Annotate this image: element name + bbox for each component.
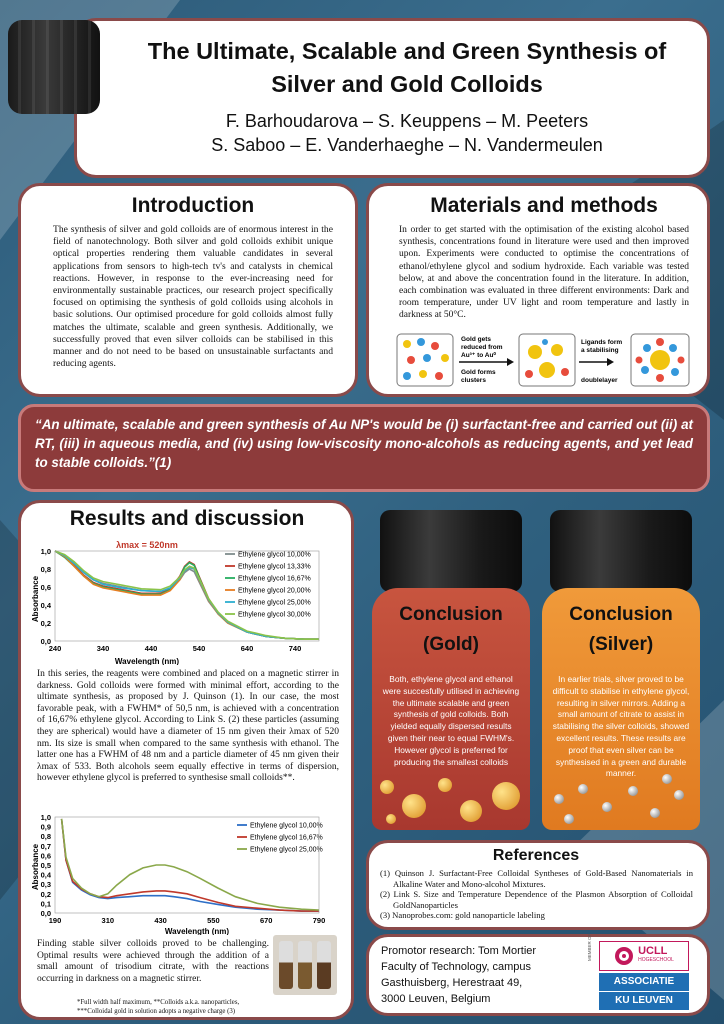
x-tick-label: 310 — [101, 916, 115, 925]
legend-label: Ethylene glycol 25,00% — [250, 846, 323, 854]
references-panel — [366, 840, 710, 930]
y-tick-label: 0,3 — [40, 880, 51, 890]
x-tick-label: 190 — [48, 916, 62, 925]
y-tick-label: 0,9 — [40, 822, 51, 832]
methods-heading: Materials and methods — [430, 194, 658, 217]
x-tick-label: 340 — [96, 644, 110, 653]
y-tick-label: 0,5 — [40, 861, 51, 870]
gold-bottle-cap-icon — [380, 510, 522, 592]
references-heading: References — [492, 847, 580, 864]
results-text-2: Finding stable silver colloids proved to be challenging. Optimal results were achieved through the addition of a small amount of trisodium citrate, with the reactions occurring in darkness on a magnetic stirrer. — [37, 939, 269, 984]
y-tick-label: 0,6 — [40, 583, 51, 592]
chart2-xlabel: Wavelength (nm) — [164, 927, 230, 935]
legend-label: Ethylene glycol 20,00% — [238, 587, 311, 595]
svg-text:clusters: clusters — [461, 377, 486, 384]
title-panel — [74, 18, 710, 178]
x-tick-label: 790 — [312, 916, 326, 925]
x-tick-label: 670 — [259, 916, 273, 925]
chart1-ylabel: Absorbance — [31, 575, 40, 623]
label-clusters: Gold forms — [461, 369, 496, 376]
silver-absorbance-chart — [29, 813, 329, 935]
silver-bottle-cap-icon — [550, 510, 692, 592]
chart1-xlabel: Wavelength (nm) — [114, 657, 180, 665]
reference-item: (2) Link S. Size and Temperature Dependence of the Plasmon Absorption of Colloidal GoldNanoparticles — [380, 889, 693, 910]
synthesis-diagram — [395, 330, 695, 390]
x-tick-label: 640 — [240, 644, 254, 653]
series-line — [62, 819, 319, 911]
results-text-1: In this series, the reagents were combined and placed on a magnetic stirrer in darkness. Gold colloids were formed with minimal effort, according to the ultimate synthesis, as proposed by J. Quinson (1). In our case, the most favorable peak, with a FWHM* of 50,5 nm, is achieved with a concentration of 16,67% ethylene glycol. According to Link S. (2) these particles (assuming they are spherical) would have a diameter of 15 nm given their λmax of 520 nm. Its size is small when compared to the same synthesis with ethanol. The latter one has a FWHM of 48 nm and a particle diameter of 45 nm given their λmax of 533. Both alcohols seem equally effective in terms of dispersion, however ethylene glycol is preferred to synthesise small colloids**. — [37, 669, 339, 784]
results-footnotes: *Full width half maximum, **Colloids a.k.a. nanoparticles, ***Colloidal gold in solution adopts a negative charge (3) — [77, 999, 240, 1015]
y-tick-label: 0,0 — [40, 637, 51, 646]
y-tick-label: 0,1 — [40, 899, 51, 909]
label-ligands: Ligands form — [581, 339, 623, 346]
chart2-ylabel: Absorbance — [31, 843, 40, 891]
svg-text:a stabilising: a stabilising — [581, 347, 619, 354]
introduction-panel — [18, 183, 358, 397]
conclusion-silver-bottle — [542, 510, 700, 840]
y-tick-label: 0,0 — [40, 909, 51, 918]
chart1-annotation: λmax = 520nm — [116, 540, 178, 550]
reference-item: (3) Nanoprobes.com: gold nanoparticle labeling — [380, 910, 545, 921]
conclusion-silver-text: In earlier trials, silver proved to be difficult to stabilise in ethylene glycol, resulting in silver mirrors. Adding a small amount of citrate to assist in stabilising the silver colloids, showed excellent results. These results are proof that even silver can be synthesised in a green and durable manner. — [552, 674, 690, 779]
legend-label: Ethylene glycol 30,00% — [238, 611, 311, 619]
y-tick-label: 0,7 — [40, 841, 51, 851]
conclusion-silver-panel — [542, 588, 700, 830]
quote-banner — [18, 404, 710, 492]
x-tick-label: 240 — [48, 644, 62, 653]
label-reduced: Gold gets — [461, 336, 491, 343]
ucll-ku-leuven-logo: UCLL HOGESCHOOL ASSOCIATIE KU LEUVEN MEMBER OF — [599, 941, 689, 1011]
svg-text:Au³⁺ to Au⁰: Au³⁺ to Au⁰ — [461, 352, 497, 359]
svg-text:doublelayer: doublelayer — [581, 377, 618, 384]
y-tick-label: 0,8 — [40, 565, 51, 574]
series-line — [62, 819, 319, 910]
x-tick-label: 550 — [207, 916, 220, 925]
results-heading: Results and discussion — [69, 507, 305, 530]
legend-label: Ethylene glycol 16,67% — [250, 834, 323, 842]
quote-text: “An ultimate, scalable and green synthesis of Au NP's would be (i) surfactant-free and carried out (ii) at RT, (iii) in aqueous media, and (iv) using low-viscosity mono-alcohols as reducing agents, and yet lead to stable colloids.”(1) — [35, 417, 693, 470]
introduction-heading: Introduction — [131, 194, 255, 217]
y-tick-label: 0,8 — [40, 832, 51, 842]
conclusion-gold-bottle — [372, 510, 530, 840]
conclusion-gold-panel — [372, 588, 530, 830]
x-tick-label: 440 — [144, 644, 158, 653]
y-tick-label: 1,0 — [40, 813, 51, 822]
poster-title: The Ultimate, Scalable and Green Synthesis of Silver and Gold Colloids — [147, 38, 667, 97]
introduction-text: The synthesis of silver and gold colloids are of enormous interest in the field of nanotechnology. Both silver and gold colloids exhibit unique optical properties rendering them valuable candidates in several applications from sensors to high-tech tv's and catalysts in chemical reactions. However, in response to the ever-increasing need for environmentally sustainable practices, our research project specifically focused on optimising the synthesis of gold colloids using alcohols in basic solutions. Our optimised procedure for gold colloids almost fully matches the ultimate, scalable and green synthesis. Additionally, we successfully proved that even silver colloids can be stabilised in this manner and do not need to be based on unsustainable surfactants and reducing agents. — [53, 224, 333, 370]
conclusion-gold-heading: Conclusion (Gold) — [399, 604, 503, 655]
y-tick-label: 0,2 — [40, 889, 51, 899]
authors: F. Barhoudarova – S. Keuppens – M. Peeters S. Saboo – E. Vanderhaeghe – N. Vandermeulen — [211, 111, 603, 155]
methods-text: In order to get started with the optimisation of the existing alcohol based synthesis, concentrations found in literature were used and then improved upon. Experiments were conducted to optimise the concentrations of ethanol/ethylene glycol and sodium hydroxide. Each variable was tested below, at and above the concentration found in the literature. In addition, each combination was evaluated in three different environments: Dark and room temperature, under UV light and room temperature and lastly in darkness at 50°C. — [399, 225, 689, 321]
silver-vials-photo — [273, 935, 337, 995]
promotor-info: Promotor research: Tom Mortier Faculty of Technology, campus Gasthuisberg, Herestraat 49, 3000 Leuven, Belgium — [381, 945, 537, 1005]
conclusion-silver-heading: Conclusion (Silver) — [569, 604, 673, 655]
legend-label: Ethylene glycol 13,33% — [238, 563, 311, 571]
svg-text:reduced from: reduced from — [461, 344, 503, 351]
x-tick-label: 430 — [154, 916, 167, 925]
conclusion-gold-text: Both, ethylene glycol and ethanol were succesfully utilised in achieving the ultimate scalable and green synthesis of gold colloids. Both yielded equally dispersed results given their near to equal FWHM's. However glycol is preferred for producing the smallest colloids — [382, 674, 520, 767]
gold-absorbance-chart — [29, 537, 329, 665]
y-tick-label: 0,6 — [40, 851, 51, 861]
x-tick-label: 540 — [192, 644, 206, 653]
results-panel — [18, 500, 354, 1020]
legend-label: Ethylene glycol 10,00% — [250, 822, 323, 830]
legend-label: Ethylene glycol 16,67% — [238, 575, 311, 583]
y-tick-label: 0,4 — [40, 870, 51, 880]
x-tick-label: 740 — [288, 644, 302, 653]
y-tick-label: 1,0 — [40, 547, 51, 556]
legend-label: Ethylene glycol 25,00% — [238, 599, 311, 607]
bottle-cap-icon — [8, 20, 100, 114]
ucll-logo-icon — [614, 946, 634, 966]
y-tick-label: 0,4 — [40, 601, 51, 610]
legend-label: Ethylene glycol 10,00% — [238, 551, 311, 559]
reference-item: (1) Quinson J. Surfactant-Free Colloidal Syntheses of Gold-Based Nanomaterials in Alkaline Water and Mono-alcohol Mixtures. — [380, 868, 693, 889]
y-tick-label: 0,2 — [40, 619, 51, 628]
promotor-panel — [366, 934, 710, 1016]
methods-panel — [366, 183, 710, 397]
